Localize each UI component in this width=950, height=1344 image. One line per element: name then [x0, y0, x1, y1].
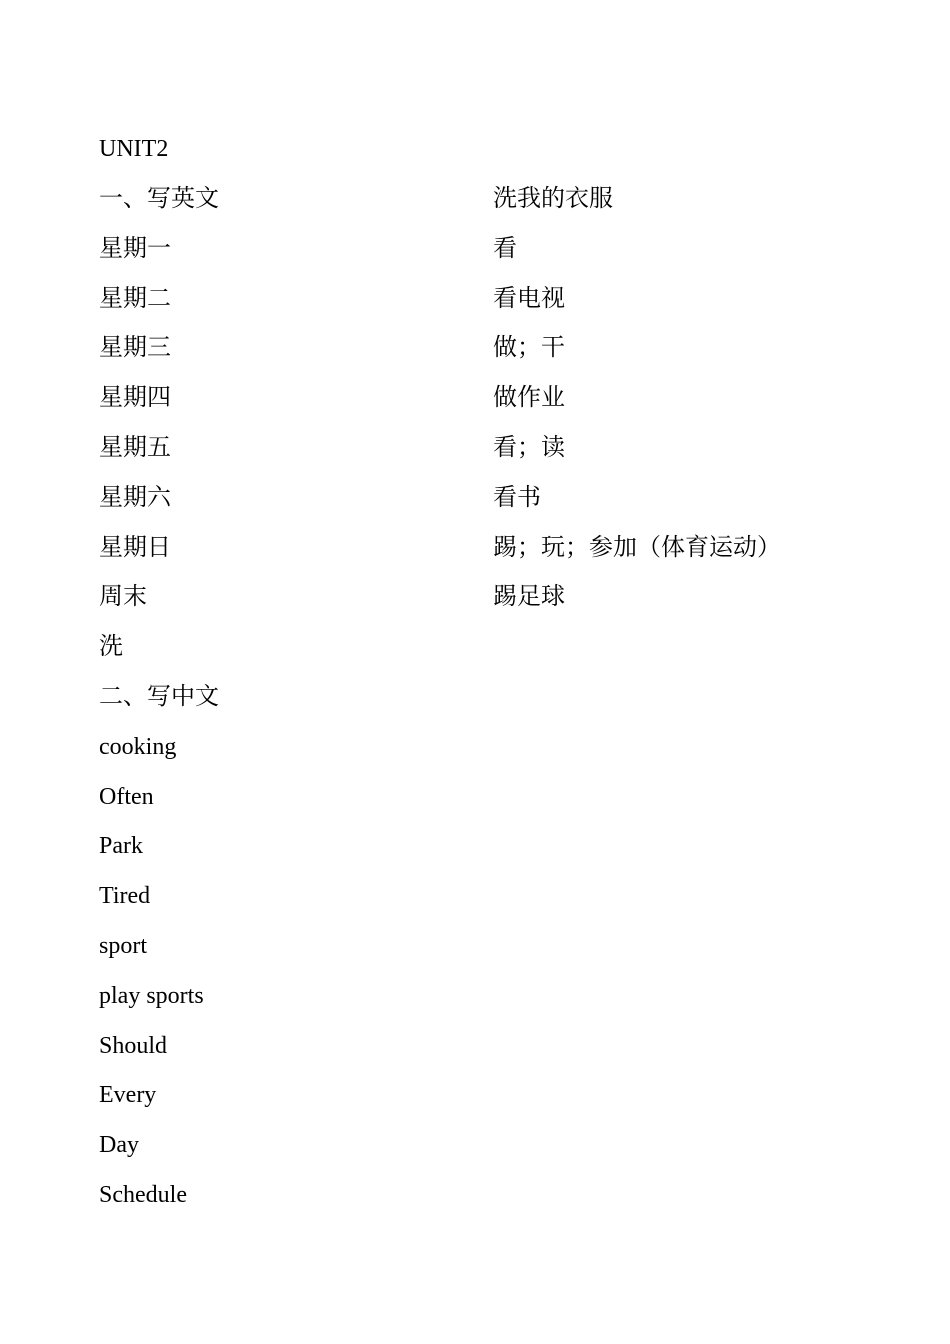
vocab-item: 踢足球: [493, 584, 565, 611]
vocab-item: Tired: [99, 883, 151, 910]
vocab-item: 周末: [99, 584, 147, 611]
vocab-item: Day: [99, 1132, 139, 1159]
section-heading-english: 一、写英文: [99, 186, 219, 212]
vocab-item: 星期一: [99, 235, 171, 262]
vocab-item: 看: [493, 235, 517, 262]
right-column: [493, 184, 781, 632]
section-heading-chinese: 二、写中文: [99, 683, 219, 710]
vocab-item: 看；读: [493, 434, 565, 461]
vocab-item: 做；干: [493, 335, 565, 362]
vocab-item: 看书: [493, 484, 541, 511]
vocab-item: sport: [99, 932, 147, 959]
vocab-item: 星期二: [99, 285, 171, 312]
vocab-item: 看电视: [493, 285, 565, 312]
left-column: [99, 184, 219, 1230]
vocab-item: Park: [99, 833, 143, 860]
vocab-item: 洗: [99, 634, 123, 661]
vocab-item: play sports: [99, 982, 204, 1009]
vocab-item: 星期三: [99, 335, 171, 362]
vocab-item: 踢；玩；参加（体育运动）: [493, 534, 781, 561]
vocab-item: Schedule: [99, 1181, 187, 1208]
vocab-item: cooking: [99, 733, 177, 760]
unit-title: UNIT2: [99, 136, 169, 162]
vocab-item: 星期四: [99, 385, 171, 412]
vocab-item: Every: [99, 1082, 157, 1109]
vocab-item: 星期日: [99, 534, 171, 561]
vocab-item: 星期六: [99, 484, 171, 511]
vocab-item: Should: [99, 1032, 168, 1059]
vocab-item: 洗我的衣服: [493, 186, 613, 212]
vocab-item: 做作业: [493, 385, 565, 412]
vocab-item: Often: [99, 783, 154, 810]
vocab-item: 星期五: [99, 434, 171, 461]
